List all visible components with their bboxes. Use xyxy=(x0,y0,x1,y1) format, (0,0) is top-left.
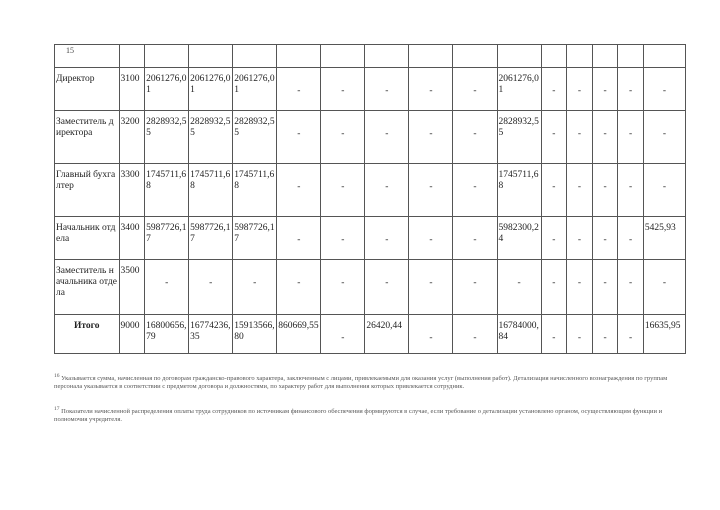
payroll-table xyxy=(54,44,686,354)
cell-value: - xyxy=(662,86,667,96)
cell-value: - xyxy=(577,278,582,288)
cell-value: - xyxy=(517,278,521,288)
cell-value: - xyxy=(577,333,582,343)
table-row xyxy=(55,164,686,217)
position-name: Директор xyxy=(56,74,95,84)
cell-value: - xyxy=(577,129,582,139)
table-row xyxy=(55,260,686,315)
cell-value: 15913566,80 xyxy=(234,321,275,342)
cell-value: - xyxy=(629,86,633,96)
cell-value: - xyxy=(577,86,582,96)
cell-value: - xyxy=(552,86,556,96)
cell-value: - xyxy=(473,235,477,245)
footnote-mark: 17 xyxy=(54,406,60,413)
cell-value: - xyxy=(297,86,301,96)
cell-value: - xyxy=(662,182,667,192)
cell-value: - xyxy=(552,129,556,139)
cell-value: - xyxy=(473,86,477,96)
cell-value: 2061276,01 xyxy=(234,74,275,95)
cell-value: 1745711,68 xyxy=(146,170,187,191)
position-name: Заместитель директора xyxy=(56,117,114,138)
cell-value: 5982300,24 xyxy=(498,223,539,244)
cell-value: - xyxy=(473,333,477,343)
cell-value: - xyxy=(552,278,556,288)
cell-value: 26420,44 xyxy=(366,321,402,331)
position-name: Заместитель начальника отдела xyxy=(56,266,117,298)
cell-value: - xyxy=(603,333,607,343)
total-label: Итого xyxy=(74,321,100,331)
cell-value: - xyxy=(603,278,607,288)
footnotes xyxy=(54,372,674,438)
cell-value: - xyxy=(629,333,633,343)
cell-value: - xyxy=(429,129,433,139)
cell-value: - xyxy=(473,129,477,139)
cell-value: 2828932,55 xyxy=(146,117,187,138)
cell-value: 1745711,68 xyxy=(234,170,275,191)
cell-value: - xyxy=(603,86,607,96)
cell-value: - xyxy=(429,182,433,192)
cell-value: 1745711,68 xyxy=(498,170,539,191)
cell-value: 16774236,35 xyxy=(190,321,231,342)
cell-value: - xyxy=(473,278,477,288)
cell-value: - xyxy=(341,182,345,192)
cell-value: 16784000,84 xyxy=(498,321,539,342)
cell-value: - xyxy=(552,235,556,245)
row-code: 3500 xyxy=(120,266,140,276)
cell-value: - xyxy=(341,333,345,343)
cell-value: - xyxy=(209,278,213,288)
cell-value: 860669,55 xyxy=(278,321,319,331)
footnote-text: Показатели начисленной распределения оплаты труда сотрудников по источникам финансового обеспечения формируются в случае, если требование о детализации установлено органом, осуществляющим функции и полномочия учредителя. xyxy=(54,408,663,424)
table-row xyxy=(55,111,686,164)
cell-value: - xyxy=(165,278,169,288)
cell-value: - xyxy=(473,182,477,192)
cell-value: 2061276,01 xyxy=(146,74,187,95)
cell-value: - xyxy=(385,86,389,96)
cell-value: - xyxy=(577,235,582,245)
cell-value: - xyxy=(385,129,389,139)
cell-value: - xyxy=(385,182,389,192)
cell-value: - xyxy=(297,129,301,139)
cell-value: - xyxy=(662,129,667,139)
table-row xyxy=(55,68,686,111)
cell-value: - xyxy=(429,278,433,288)
cell-value: - xyxy=(253,278,257,288)
row-code: 3400 xyxy=(120,223,140,233)
cell-value: - xyxy=(429,235,433,245)
cell-value: - xyxy=(297,182,301,192)
cell-value: 5987726,17 xyxy=(146,223,187,244)
cell-value: 1745711,68 xyxy=(190,170,231,191)
cell-value: 16635,95 xyxy=(644,321,681,331)
cell-value: 2061276,01 xyxy=(498,74,539,95)
cell-value: - xyxy=(552,182,556,192)
cell-value: - xyxy=(385,235,389,245)
position-name: Главный бухгалтер xyxy=(56,170,116,191)
cell-value: 5425,93 xyxy=(644,223,676,233)
cell-value: - xyxy=(603,129,607,139)
table-top-strip xyxy=(55,45,686,68)
cell-value: - xyxy=(629,129,633,139)
table-row xyxy=(55,217,686,260)
cell-value: - xyxy=(552,333,556,343)
position-name: Начальник отдела xyxy=(56,223,116,244)
cell-value: - xyxy=(662,278,667,288)
cell-value: - xyxy=(577,182,582,192)
footnote-17 xyxy=(54,405,674,424)
cell-value: 2828932,55 xyxy=(190,117,231,138)
row-code: 3200 xyxy=(120,117,140,127)
cell-value: - xyxy=(603,235,607,245)
cell-value: - xyxy=(341,278,345,288)
page-number: 15 xyxy=(66,46,74,55)
cell-value: - xyxy=(297,235,301,245)
cell-value: 5987726,17 xyxy=(234,223,275,244)
row-code: 9000 xyxy=(120,321,140,331)
cell-value: - xyxy=(429,86,433,96)
footnote-16 xyxy=(54,372,674,391)
cell-value: 2828932,55 xyxy=(234,117,275,138)
cell-value: - xyxy=(341,235,345,245)
cell-value: - xyxy=(341,129,345,139)
cell-value: - xyxy=(603,182,607,192)
cell-value: 2061276,01 xyxy=(190,74,231,95)
footnote-text: Указывается сумма, начисленная по договорам гражданско-правового характера, заключенным с лицами, привлекаемыми для оказания услуг (выполнения работ). Детализация начисленного вознаграждения по группам персонала указывается в соответствии с предметом договора и должностями, по характеру работ для выполнения которых привлекается сотрудник. xyxy=(54,375,668,391)
cell-value: 16800656,79 xyxy=(146,321,187,342)
cell-value: - xyxy=(385,278,389,288)
row-code: 3100 xyxy=(120,74,140,84)
row-code: 3300 xyxy=(120,170,140,180)
cell-value: 2828932,55 xyxy=(498,117,539,138)
total-row xyxy=(55,315,686,354)
cell-value: - xyxy=(629,278,633,288)
cell-value: - xyxy=(429,333,433,343)
cell-value: - xyxy=(629,182,633,192)
cell-value: - xyxy=(341,86,345,96)
cell-value: 5987726,17 xyxy=(190,223,231,244)
cell-value: - xyxy=(297,278,301,288)
footnote-mark: 16 xyxy=(54,373,60,379)
cell-value: - xyxy=(629,235,633,245)
